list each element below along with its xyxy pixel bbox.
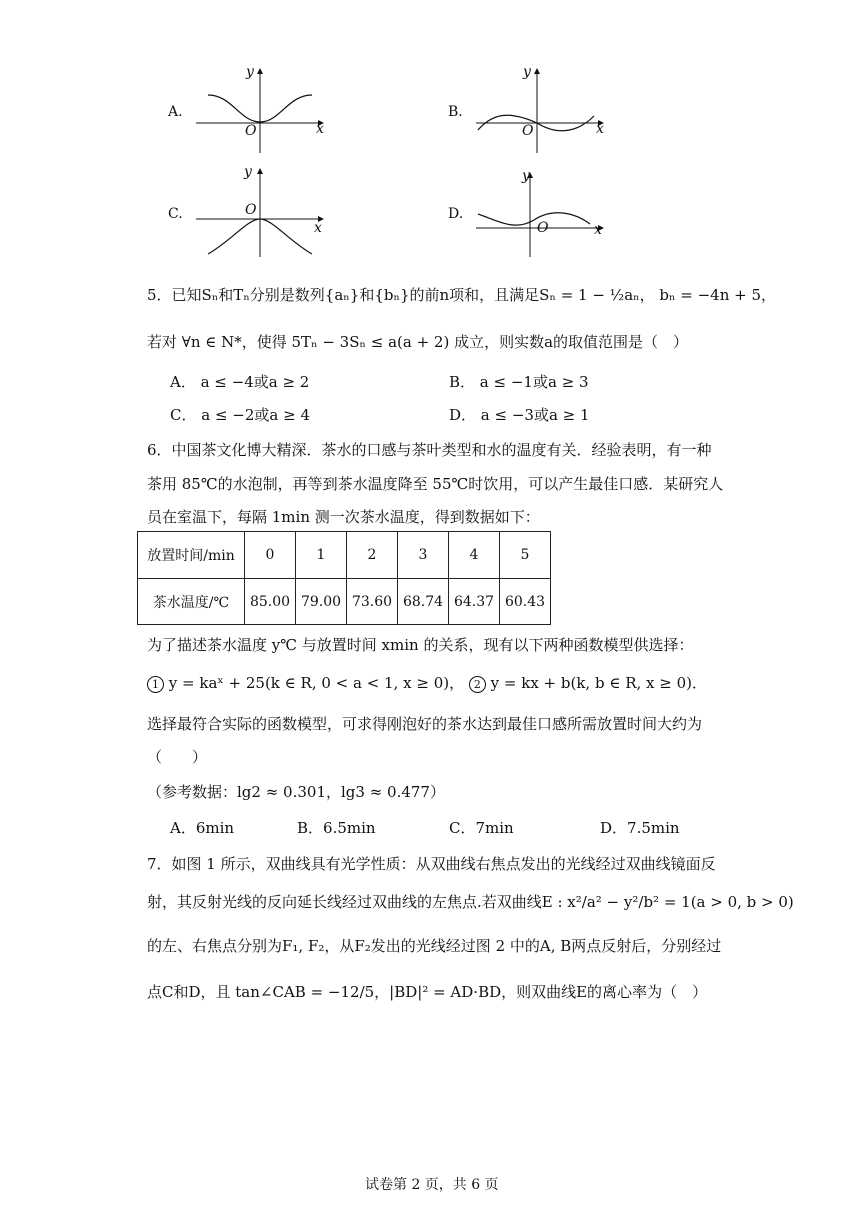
q5-option-c: C． a ≤ −2或a ≥ 4 (170, 406, 310, 424)
circled-number: 1 (147, 676, 164, 693)
table-cell: 79.00 (296, 579, 347, 625)
q6-option-c: C．7min (449, 819, 514, 837)
q6-line2: 茶用 85℃的水泡制，再等到茶水温度降至 55℃时饮用，可以产生最佳口感．某研究人 (147, 475, 724, 493)
q5-option-d: D． a ≤ −3或a ≥ 1 (449, 406, 590, 424)
axis-x-label: x (594, 222, 602, 238)
table-cell: 68.74 (398, 579, 449, 625)
q6-line6: 选择最符合实际的函数模型，可求得刚泡好的茶水达到最佳口感所需放置时间大约为 (147, 715, 703, 733)
table-row (138, 532, 551, 579)
q6-line4: 为了描述茶水温度 y℃ 与放置时间 xmin 的关系，现有以下两种函数模型供选择： (147, 636, 694, 654)
tea-temperature-table (137, 531, 551, 625)
q6-models (147, 672, 707, 693)
table-cell: 85.00 (245, 579, 296, 625)
axis-x-label: x (596, 121, 604, 137)
q7-line2: 射，其反射光线的反向延长线经过双曲线的左焦点.若双曲线E : x²/a² − y²/b² = 1(a > 0, b > 0) (147, 893, 794, 911)
table-cell: 0 (245, 532, 296, 579)
table-cell: 3 (398, 532, 449, 579)
q6-line3: 员在室温下，每隔 1min 测一次茶水温度，得到数据如下： (147, 508, 540, 526)
q5-option-a: A． a ≤ −4或a ≥ 2 (170, 373, 310, 391)
option-letter: A. (168, 104, 183, 120)
option-b-graph (440, 58, 630, 158)
table-cell: 64.37 (449, 579, 500, 625)
table-cell: 4 (449, 532, 500, 579)
q6-option-a: A．6min (170, 819, 235, 837)
axis-y-label: y (244, 164, 252, 180)
table-header-temp: 茶水温度/℃ (138, 579, 245, 625)
page-footer: 试卷第 2 页，共 6 页 (365, 1177, 499, 1193)
table-cell: 73.60 (347, 579, 398, 625)
graph-a-svg (160, 58, 350, 158)
option-letter: C. (168, 206, 183, 222)
q6-reference: （参考数据：lg2 ≈ 0.301，lg3 ≈ 0.477） (147, 783, 445, 801)
origin-label: O (245, 202, 257, 218)
q7-line4: 点C和D，且 tan∠CAB = −12/5，|BD|² = AD·BD，则双曲线E的离心率为（ ） (147, 983, 708, 1001)
table-cell: 60.43 (500, 579, 551, 625)
q6-line1: 6．中国茶文化博大精深．茶水的口感与茶叶类型和水的温度有关．经验表明，有一种 (147, 441, 712, 459)
axis-x-label: x (314, 220, 322, 236)
origin-label: O (537, 220, 549, 236)
option-letter: D. (448, 206, 464, 222)
option-c-graph (160, 162, 350, 262)
q7-line1: 7．如图 1 所示，双曲线具有光学性质：从双曲线右焦点发出的光线经过双曲线镜面反 (147, 855, 716, 873)
table-cell: 2 (347, 532, 398, 579)
q7-line3: 的左、右焦点分别为F₁, F₂，从F₂发出的光线经过图 2 中的A, B两点反射后，分别经过 (147, 937, 722, 955)
option-d-graph (440, 162, 630, 262)
table-cell: 1 (296, 532, 347, 579)
axis-x-label: x (316, 121, 324, 137)
graph-b-svg (440, 58, 630, 158)
axis-y-label: y (523, 64, 531, 80)
q5-line1: 5．已知Sₙ和Tₙ分别是数列{aₙ}和{bₙ}的前n项和，且满足Sₙ = 1 − ½aₙ， bₙ = −4n + 5， (147, 286, 777, 304)
table-cell: 5 (500, 532, 551, 579)
table-header-time: 放置时间/min (138, 532, 245, 579)
origin-label: O (522, 123, 534, 139)
q5-line2: 若对 ∀n ∈ N*，使得 5Tₙ − 3Sₙ ≤ a(a + 2) 成立，则实数a的取值范围是（ ） (147, 333, 689, 351)
circled-number: 2 (469, 676, 486, 693)
q5-option-b: B． a ≤ −1或a ≥ 3 (449, 373, 589, 391)
q6-option-b: B．6.5min (297, 819, 376, 837)
option-a-graph (160, 58, 350, 158)
axis-y-label: y (246, 64, 254, 80)
table-row (138, 579, 551, 625)
model-2: y = kx + b(k, b ∈ R, x ≥ 0)． (490, 674, 707, 692)
q6-option-d: D．7.5min (600, 819, 680, 837)
origin-label: O (245, 123, 257, 139)
model-1: y = kaˣ + 25(k ∈ R, 0 < a < 1, x ≥ 0)， (168, 674, 465, 692)
option-letter: B. (448, 104, 463, 120)
q6-line7: （ ） (147, 748, 208, 766)
axis-y-label: y (522, 168, 530, 184)
graph-d-svg (440, 162, 630, 262)
